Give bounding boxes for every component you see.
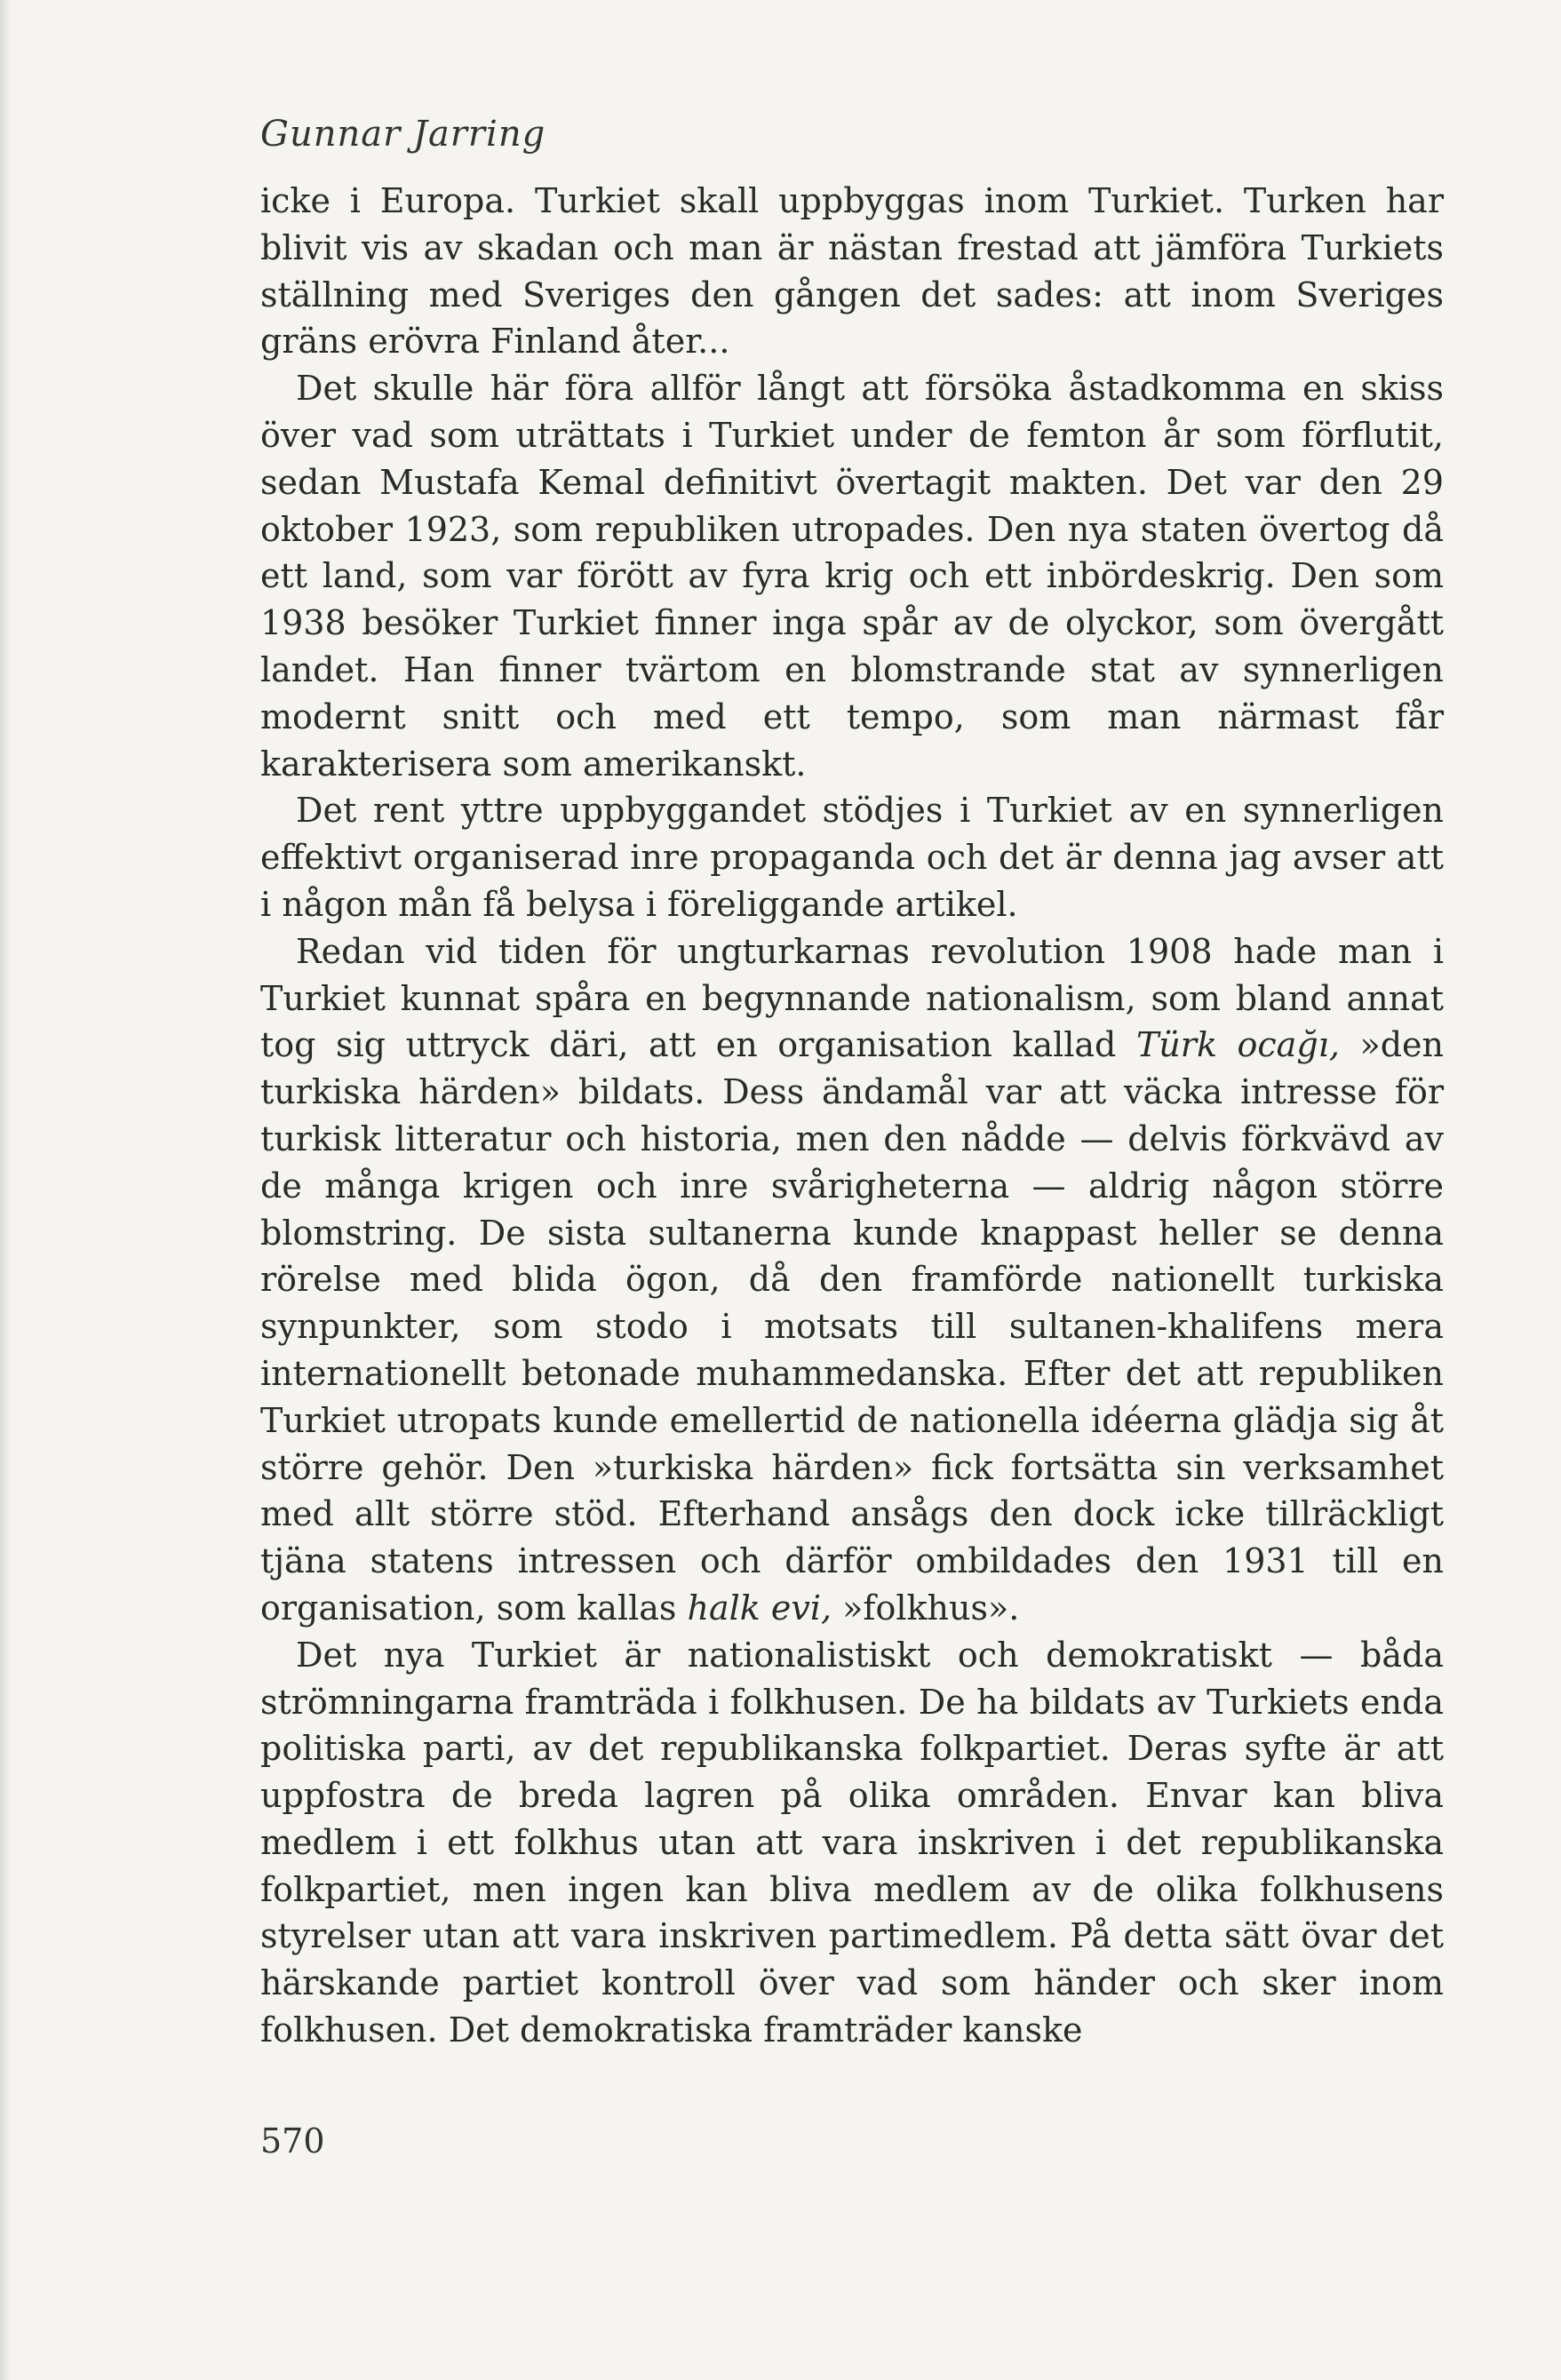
article-body — [260, 178, 1444, 2054]
paragraph-4-text-b: »den turkiska härden» bildats. Dess ändamål var att väcka intresse för turkisk litteratur och historia, men den nådde — delvis förkvävd av de många krigen och inre svårigheterna — aldrig någon större blomstring. De sista sultanerna kunde knappast heller se denna rörelse med blida ögon, då den framförde nationellt turkiska synpunkter, som stodo i motsats till sultanen-khalifens mera internationellt betonade muhammedanska. Efter det att republiken Turkiet utropats kunde emellertid de nationella idéerna glädja sig åt större gehör. Den »turkiska härden» fick fortsätta sin verksamhet med allt större stöd. Efterhand ansågs den dock icke tillräckligt tjäna statens intressen och därför ombildades den 1931 till en organisation, som kallas — [260, 1025, 1444, 1628]
running-head-author: Gunnar Jarring — [260, 114, 546, 155]
paragraph-1: icke i Europa. Turkiet skall uppbyggas inom Turkiet. Turken har blivit vis av skadan och man är nästan frestad att jämföra Turkiets ställning med Sveriges den gången det sades: att inom Sveriges gräns erövra Finland åter... — [260, 181, 1444, 362]
page-edge-shadow — [0, 0, 11, 2380]
term-turk-ocagi: Türk ocağı, — [1135, 1025, 1340, 1065]
paragraph-3: Det rent yttre uppbyggandet stödjes i Turkiet av en synnerligen effektivt organiserad inre propaganda och det är denna jag avser att i någon mån få belysa i föreliggande artikel. — [260, 791, 1444, 924]
paragraph-5: Det nya Turkiet är nationalistiskt och demokratiskt — båda strömningarna framträda i folkhusen. De ha bildats av Turkiets enda politiska parti, av det republikanska folkpartiet. Deras syfte är att uppfostra de breda lagren på olika områden. Envar kan bliva medlem i ett folkhus utan att vara inskriven i det republikanska folkpartiet, men ingen kan bliva medlem av de olika folkhusens styrelser utan att vara inskriven partimedlem. På detta sätt övar det härskande partiet kontroll över vad som händer och sker inom folkhusen. Det demokratiska framträder kanske — [260, 1635, 1444, 2050]
paragraph-4 — [260, 928, 1444, 1632]
paragraph-2: Det skulle här föra allför långt att försöka åstadkomma en skiss över vad som uträttats i Turkiet under de femton år som förflutit, sedan Mustafa Kemal definitivt övertagit makten. Det var den 29 oktober 1923, som republiken utropades. Den nya staten övertog då ett land, som var förött av fyra krig och ett inbördeskrig. Den som 1938 besöker Turkiet finner inga spår av de olyckor, som övergått landet. Han finner tvärtom en blomstrande stat av synnerligen modernt snitt och med ett tempo, som man närmast får karakterisera som amerikanskt. — [260, 369, 1444, 784]
paragraph-4-text-a: Redan vid tiden för ungturkarnas revolution 1908 hade man i Turkiet kunnat spåra en begynnande nationalism, som bland annat tog sig uttryck däri, att en organisation kallad — [260, 931, 1444, 1065]
page-number: 570 — [260, 2121, 325, 2161]
term-halk-evi: halk evi, — [687, 1588, 832, 1628]
paragraph-4-text-c: »folkhus». — [832, 1588, 1020, 1628]
